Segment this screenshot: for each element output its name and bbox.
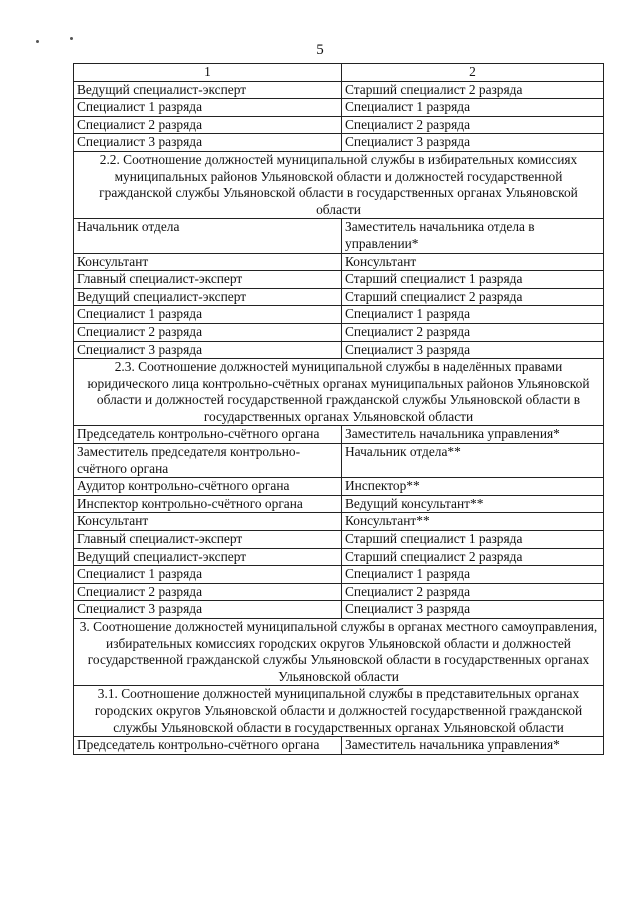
table-row: [74, 341, 604, 359]
state-position-cell: Старший специалист 1 разряда: [342, 531, 604, 549]
state-position-cell: Старший специалист 2 разряда: [342, 81, 604, 99]
section-title: 2.2. Соотношение должностей муниципальной службы в избирательных комиссиях муниципальных районов Ульяновской области и должностей государственной гражданской службы Ульяновской области в государственных органах Ульяновской области: [74, 151, 604, 218]
municipal-position-cell: Заместитель председателя контрольно-счётного органа: [74, 444, 342, 478]
table-row: [74, 444, 604, 478]
column-header-2: 2: [342, 64, 604, 82]
municipal-position-cell: Главный специалист-эксперт: [74, 271, 342, 289]
table-row: [74, 81, 604, 99]
municipal-position-cell: Начальник отдела: [74, 219, 342, 253]
table-row: [74, 253, 604, 271]
state-position-cell: Консультант**: [342, 513, 604, 531]
state-position-cell: Заместитель начальника управления*: [342, 737, 604, 755]
section-title-row: [74, 151, 604, 218]
section-title: 2.3. Соотношение должностей муниципальной службы в наделённых правами юридического лица контрольно-счётных органах муниципальных районов Ульяновской области и должностей государственной гражданской службы Ульяновской области в государственных органах Ульяновской области: [74, 359, 604, 426]
table-row: [74, 478, 604, 496]
municipal-position-cell: Ведущий специалист-эксперт: [74, 288, 342, 306]
state-position-cell: Начальник отдела**: [342, 444, 604, 478]
state-position-cell: Специалист 1 разряда: [342, 566, 604, 584]
municipal-position-cell: Главный специалист-эксперт: [74, 531, 342, 549]
table-row: [74, 288, 604, 306]
municipal-position-cell: Специалист 1 разряда: [74, 99, 342, 117]
state-position-cell: Специалист 3 разряда: [342, 341, 604, 359]
municipal-position-cell: Ведущий специалист-эксперт: [74, 548, 342, 566]
state-position-cell: Заместитель начальника управления*: [342, 426, 604, 444]
state-position-cell: Заместитель начальника отдела в управлении*: [342, 219, 604, 253]
section-title-row: [74, 619, 604, 686]
table-row: [74, 583, 604, 601]
municipal-position-cell: Консультант: [74, 513, 342, 531]
table-row: [74, 323, 604, 341]
table-row: [74, 426, 604, 444]
state-position-cell: Старший специалист 2 разряда: [342, 548, 604, 566]
section-title: 3.1. Соотношение должностей муниципальной службы в представительных органах городских округов Ульяновской области и должностей государственной гражданской службы Ульяновской области в государственных органах Ульяновской области: [74, 686, 604, 737]
municipal-position-cell: Специалист 2 разряда: [74, 116, 342, 134]
state-position-cell: Специалист 2 разряда: [342, 116, 604, 134]
municipal-position-cell: Инспектор контрольно-счётного органа: [74, 495, 342, 513]
table-row: [74, 116, 604, 134]
municipal-position-cell: Аудитор контрольно-счётного органа: [74, 478, 342, 496]
table-row: [74, 219, 604, 253]
municipal-position-cell: Председатель контрольно-счётного органа: [74, 426, 342, 444]
position-correspondence-table: [73, 63, 604, 755]
table-header-row: [74, 64, 604, 82]
municipal-position-cell: Консультант: [74, 253, 342, 271]
column-header-1: 1: [74, 64, 342, 82]
municipal-position-cell: Специалист 2 разряда: [74, 583, 342, 601]
scan-speck: [70, 37, 73, 40]
municipal-position-cell: Ведущий специалист-эксперт: [74, 81, 342, 99]
state-position-cell: Старший специалист 2 разряда: [342, 288, 604, 306]
table-row: [74, 737, 604, 755]
state-position-cell: Консультант: [342, 253, 604, 271]
table-row: [74, 566, 604, 584]
state-position-cell: Ведущий консультант**: [342, 495, 604, 513]
municipal-position-cell: Председатель контрольно-счётного органа: [74, 737, 342, 755]
municipal-position-cell: Специалист 3 разряда: [74, 601, 342, 619]
state-position-cell: Специалист 1 разряда: [342, 306, 604, 324]
table-row: [74, 271, 604, 289]
table-row: [74, 513, 604, 531]
page-number: 5: [316, 42, 324, 58]
state-position-cell: Специалист 3 разряда: [342, 601, 604, 619]
table-row: [74, 134, 604, 152]
table-row: [74, 495, 604, 513]
municipal-position-cell: Специалист 3 разряда: [74, 134, 342, 152]
section-title: 3. Соотношение должностей муниципальной службы в органах местного самоуправления, избирательных комиссиях городских округов Ульяновской области и должностей государственной гражданской службы Ульяновской области в государственных органах Ульяновской области: [74, 619, 604, 686]
scan-speck: [36, 40, 39, 43]
state-position-cell: Специалист 3 разряда: [342, 134, 604, 152]
state-position-cell: Специалист 1 разряда: [342, 99, 604, 117]
municipal-position-cell: Специалист 1 разряда: [74, 566, 342, 584]
section-title-row: [74, 686, 604, 737]
state-position-cell: Специалист 2 разряда: [342, 323, 604, 341]
municipal-position-cell: Специалист 1 разряда: [74, 306, 342, 324]
table-row: [74, 531, 604, 549]
municipal-position-cell: Специалист 3 разряда: [74, 341, 342, 359]
state-position-cell: Инспектор**: [342, 478, 604, 496]
table-row: [74, 601, 604, 619]
table-row: [74, 306, 604, 324]
section-title-row: [74, 359, 604, 426]
state-position-cell: Старший специалист 1 разряда: [342, 271, 604, 289]
table-row: [74, 99, 604, 117]
state-position-cell: Специалист 2 разряда: [342, 583, 604, 601]
table-row: [74, 548, 604, 566]
municipal-position-cell: Специалист 2 разряда: [74, 323, 342, 341]
